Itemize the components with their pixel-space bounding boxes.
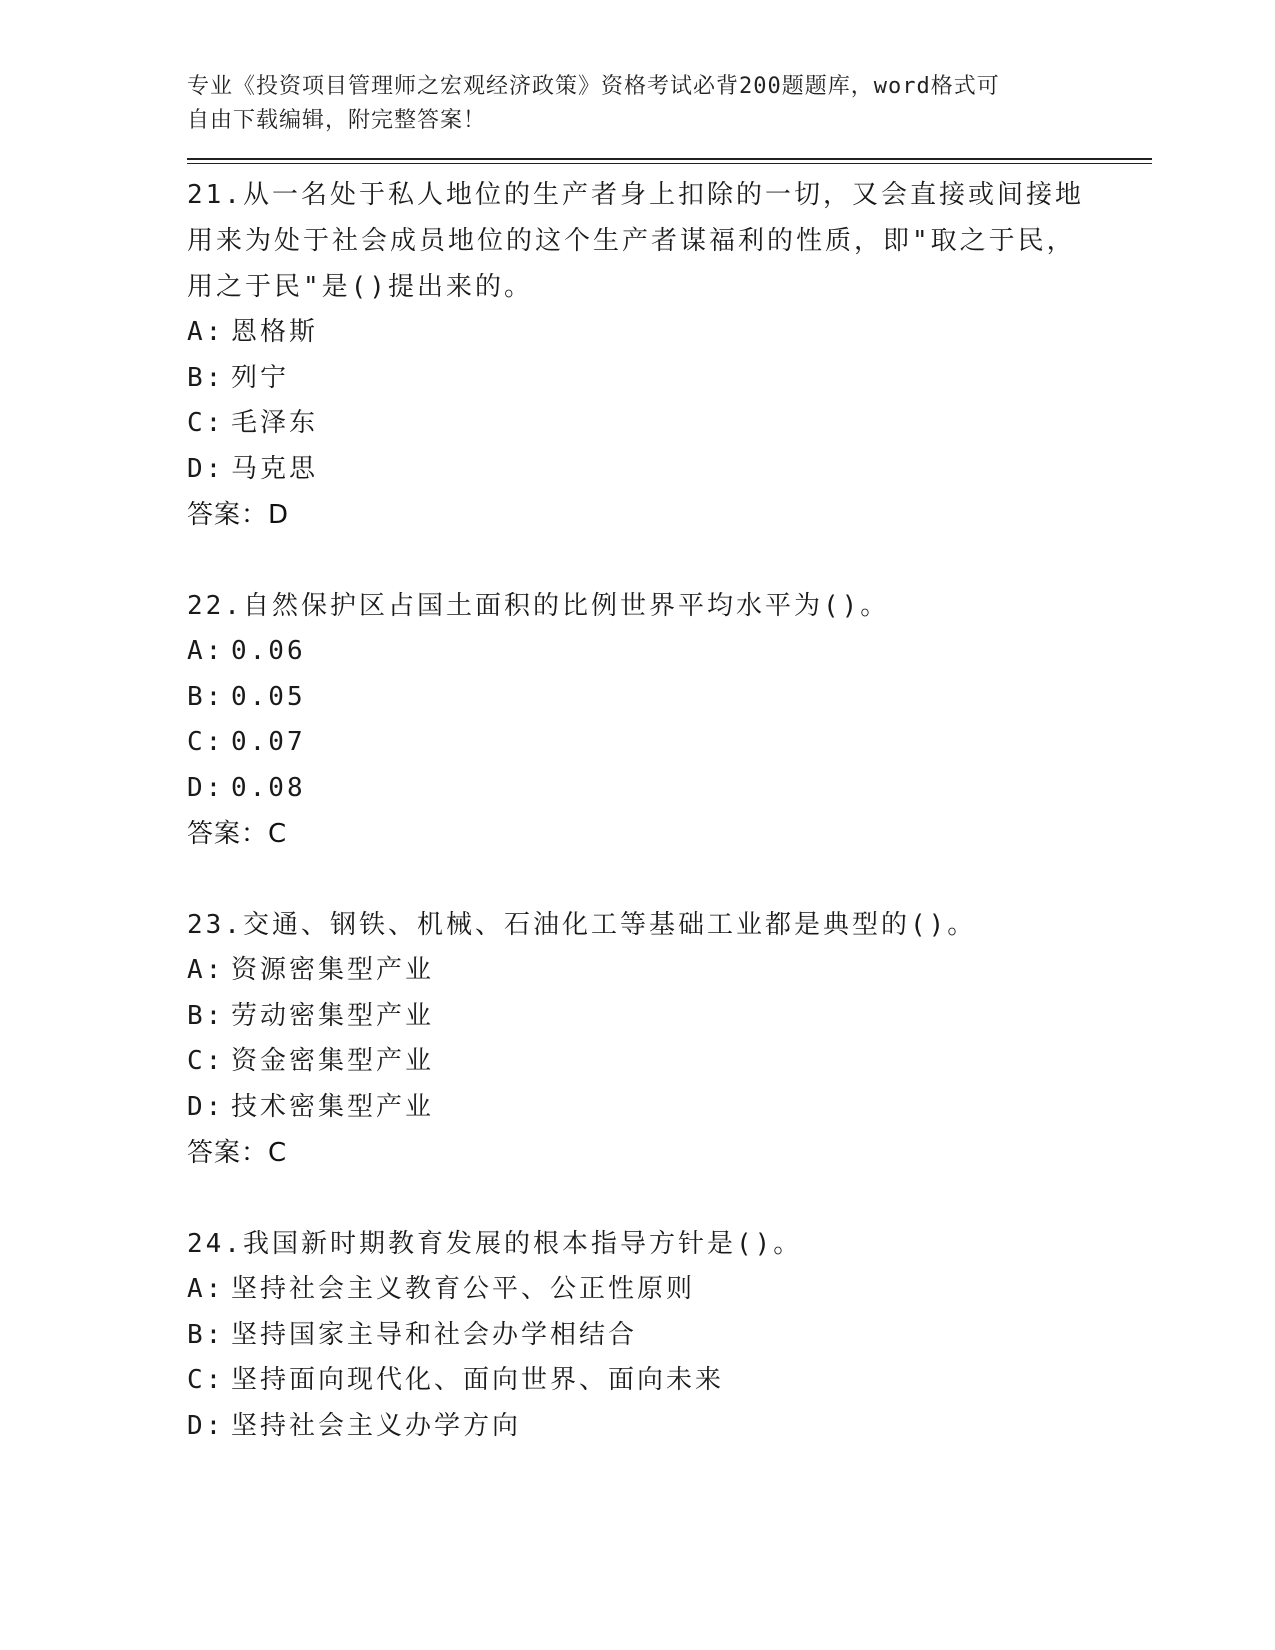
option-b bbox=[187, 994, 1152, 1040]
option-b bbox=[187, 1313, 1152, 1359]
option-a bbox=[187, 629, 1152, 675]
option-value: 0.05 bbox=[231, 681, 306, 712]
option-c bbox=[187, 720, 1152, 766]
option-d bbox=[187, 447, 1152, 493]
answer-text: 答案：C bbox=[187, 1138, 288, 1168]
option-value: 劳动密集型产业 bbox=[231, 1000, 435, 1031]
question-23 bbox=[187, 902, 1152, 1176]
option-c bbox=[187, 1039, 1152, 1085]
option-key: C: bbox=[187, 727, 225, 757]
option-key: B: bbox=[187, 362, 225, 393]
option-d bbox=[187, 1404, 1152, 1450]
question-24 bbox=[187, 1221, 1152, 1449]
option-value: 坚持社会主义教育公平、公正性原则 bbox=[231, 1274, 696, 1304]
question-text: 23.交通、钢铁、机械、石油化工等基础工业都是典型的()。 bbox=[187, 910, 977, 940]
option-key: C: bbox=[187, 408, 225, 438]
option-key: B: bbox=[187, 681, 225, 712]
option-key: D: bbox=[187, 772, 225, 803]
question-text: 24.我国新时期教育发展的根本指导方针是()。 bbox=[187, 1229, 803, 1259]
question-21 bbox=[187, 172, 1152, 538]
divider-thin-line bbox=[187, 163, 1152, 164]
option-b bbox=[187, 675, 1152, 721]
option-c bbox=[187, 401, 1152, 447]
option-value: 列宁 bbox=[231, 362, 290, 393]
option-value: 马克思 bbox=[231, 453, 319, 484]
option-a bbox=[187, 1267, 1152, 1313]
option-key: C: bbox=[187, 1046, 225, 1076]
option-a bbox=[187, 310, 1152, 356]
option-key: B: bbox=[187, 1000, 225, 1031]
answer-text: 答案：D bbox=[187, 500, 290, 530]
option-c bbox=[187, 1358, 1152, 1404]
option-value: 坚持国家主导和社会办学相结合 bbox=[231, 1319, 638, 1350]
option-b bbox=[187, 356, 1152, 402]
option-value: 0.08 bbox=[231, 772, 306, 803]
header-line-2: 自由下载编辑，附完整答案！ bbox=[187, 108, 487, 133]
option-value: 资金密集型产业 bbox=[231, 1046, 435, 1076]
question-text: 21.从一名处于私人地位的生产者身上扣除的一切，又会直接或间接地用来为处于社会成员地位的这个生产者谋福利的性质，即"取之于民，用之于民"是()提出来的。 bbox=[187, 180, 1084, 302]
document-page bbox=[187, 70, 1152, 1494]
answer-text: 答案：C bbox=[187, 819, 288, 849]
option-d bbox=[187, 1085, 1152, 1131]
option-key: B: bbox=[187, 1319, 225, 1350]
option-key: C: bbox=[187, 1365, 225, 1395]
option-value: 0.07 bbox=[231, 727, 306, 757]
option-a bbox=[187, 948, 1152, 994]
option-value: 坚持面向现代化、面向世界、面向未来 bbox=[231, 1365, 725, 1395]
option-value: 毛泽东 bbox=[231, 408, 319, 438]
option-key: D: bbox=[187, 1410, 225, 1441]
option-key: D: bbox=[187, 1091, 225, 1122]
option-key: D: bbox=[187, 453, 225, 484]
option-value: 坚持社会主义办学方向 bbox=[231, 1410, 522, 1441]
option-value: 技术密集型产业 bbox=[231, 1091, 435, 1122]
divider-thick-line bbox=[187, 158, 1152, 160]
option-value: 恩格斯 bbox=[231, 317, 319, 347]
document-header bbox=[187, 70, 1067, 138]
option-key: A: bbox=[187, 317, 225, 347]
question-text: 22.自然保护区占国土面积的比例世界平均水平为()。 bbox=[187, 591, 890, 621]
option-value: 0.06 bbox=[231, 636, 306, 666]
option-key: A: bbox=[187, 1274, 225, 1304]
option-key: A: bbox=[187, 636, 225, 666]
option-d bbox=[187, 766, 1152, 812]
option-key: A: bbox=[187, 955, 225, 985]
header-line-1: 专业《投资项目管理师之宏观经济政策》资格考试必背200题题库，word格式可 bbox=[187, 74, 1000, 99]
option-value: 资源密集型产业 bbox=[231, 955, 435, 985]
question-22 bbox=[187, 583, 1152, 857]
header-divider bbox=[187, 158, 1152, 164]
